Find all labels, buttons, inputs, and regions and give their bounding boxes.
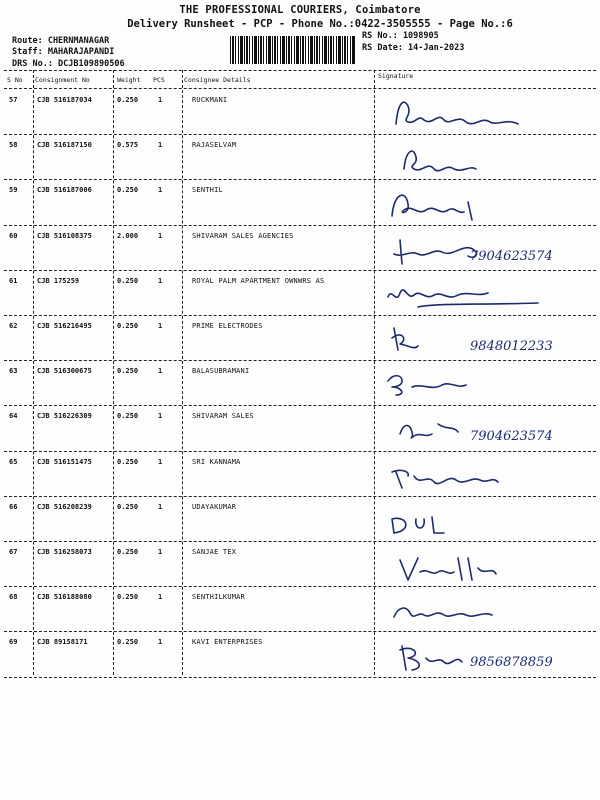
handwritten-signature — [378, 139, 593, 179]
row-divider — [4, 677, 596, 678]
table-top-rule — [4, 70, 596, 71]
handwritten-signature — [378, 546, 593, 586]
row-pieces: 1 — [158, 593, 163, 602]
row-weight: 0.250 — [117, 593, 139, 602]
row-consignee: SENTHILKUMAR — [192, 593, 245, 602]
handwritten-signature — [378, 184, 593, 224]
handwritten-signature — [378, 320, 593, 360]
row-pieces: 1 — [158, 231, 163, 240]
handwritten-signature — [378, 365, 593, 405]
col-pcs-header: PCS — [153, 76, 165, 84]
row-serial-number: 63 — [9, 367, 18, 376]
handwritten-signature — [378, 410, 593, 450]
signature-phone-number: 7904623574 — [470, 429, 553, 445]
row-weight: 0.250 — [117, 367, 139, 376]
row-serial-number: 59 — [9, 186, 18, 195]
row-weight: 0.250 — [117, 276, 139, 285]
row-serial-number: 65 — [9, 457, 18, 466]
handwritten-signature — [378, 94, 593, 134]
row-pieces: 1 — [158, 367, 163, 376]
row-weight: 2.000 — [117, 231, 139, 240]
row-weight: 0.250 — [117, 186, 139, 195]
col-signature-header: Signature — [378, 72, 414, 80]
row-pieces: 1 — [158, 548, 163, 556]
handwritten-signature — [378, 501, 593, 541]
row-weight: 0.250 — [117, 457, 139, 466]
row-consignee: RUCKMANI — [192, 96, 228, 104]
row-consignment-number: CJB 516188080 — [37, 593, 92, 602]
table-row — [0, 497, 600, 542]
row-weight: 0.250 — [117, 96, 139, 104]
row-consignment-number: CJB 516300675 — [37, 367, 92, 376]
staff-label: Staff: MAHARAJAPANDI — [12, 47, 115, 57]
row-serial-number: 58 — [9, 141, 18, 150]
table-row — [0, 587, 600, 632]
row-consignee: SRI KANNAMA — [192, 457, 241, 466]
row-consignee: BALASUBRAMANI — [192, 367, 250, 376]
row-consignee: KAVI ENTERPRISES — [192, 638, 263, 647]
row-serial-number: 61 — [9, 276, 18, 285]
row-pieces: 1 — [158, 502, 163, 511]
row-serial-number: 67 — [9, 548, 18, 556]
handwritten-signature — [378, 636, 593, 676]
col-consignee-header: Consignee Details — [184, 76, 251, 84]
row-consignee: SHIVARAM SALES AGENCIES — [192, 231, 294, 240]
row-serial-number: 68 — [9, 593, 18, 602]
row-pieces: 1 — [158, 141, 163, 150]
row-pieces: 1 — [158, 638, 163, 647]
signature-phone-number: 7904623574 — [470, 248, 553, 264]
col-weight-header: Weight — [117, 76, 141, 84]
row-serial-number: 57 — [9, 96, 18, 104]
row-pieces: 1 — [158, 96, 163, 104]
row-consignee: UDAYAKUMAR — [192, 502, 237, 511]
row-serial-number: 66 — [9, 502, 18, 511]
rs-number: RS No.: 1098905 — [362, 31, 439, 41]
row-consignment-number: CJB 516187150 — [37, 141, 92, 150]
row-serial-number: 60 — [9, 231, 18, 240]
row-consignment-number: CJB 516226309 — [37, 412, 92, 421]
signature-phone-number: 9856878859 — [470, 655, 553, 671]
row-consignment-number: CJB 516258073 — [37, 548, 92, 556]
table-row — [0, 226, 600, 271]
runsheet-subtitle: Delivery Runsheet - PCP - Phone No.:0422-3505555 - Page No.:6 — [127, 18, 513, 30]
row-consignment-number: CJB 89158171 — [37, 638, 88, 647]
row-weight: 0.575 — [117, 141, 139, 150]
signature-phone-number: 9848012233 — [470, 339, 553, 354]
col-sno-header: S No — [7, 76, 23, 84]
row-pieces: 1 — [158, 186, 163, 195]
row-consignee: SHIVARAM SALES — [192, 412, 254, 421]
table-row — [0, 180, 600, 225]
table-row — [0, 316, 600, 361]
handwritten-signature — [378, 456, 593, 496]
row-serial-number: 69 — [9, 638, 18, 647]
table-row — [0, 361, 600, 406]
row-weight: 0.250 — [117, 548, 139, 556]
table-row — [0, 406, 600, 451]
company-title: THE PROFESSIONAL COURIERS, Coimbatore — [179, 4, 421, 16]
row-serial-number: 62 — [9, 322, 18, 330]
row-consignee: SANJAE TEX — [192, 548, 237, 556]
handwritten-signature — [378, 230, 593, 270]
row-consignee: ROYAL PALM APARTMENT OWNWRS AS — [192, 276, 325, 285]
row-pieces: 1 — [158, 276, 163, 285]
row-consignment-number: CJB 516208239 — [37, 502, 92, 511]
row-consignment-number: CJB 516151475 — [37, 457, 92, 466]
row-consignment-number: CJB 516187034 — [37, 96, 92, 104]
table-row — [0, 90, 600, 135]
row-pieces: 1 — [158, 322, 163, 330]
row-consignment-number: CJB 516187006 — [37, 186, 92, 195]
row-consignee: RAJASELVAM — [192, 141, 237, 150]
row-consignment-number: CJB 516216495 — [37, 322, 92, 330]
row-consignment-number: CJB 516108375 — [37, 231, 92, 240]
row-consignee: PRIME ELECTRODES — [192, 322, 263, 330]
barcode-image — [230, 36, 356, 64]
table-row — [0, 542, 600, 587]
table-header-rule — [4, 88, 596, 89]
row-weight: 0.250 — [117, 638, 139, 647]
table-row — [0, 271, 600, 316]
row-consignee: SENTHIL — [192, 186, 223, 195]
row-pieces: 1 — [158, 457, 163, 466]
row-serial-number: 64 — [9, 412, 18, 421]
handwritten-signature — [378, 591, 593, 631]
row-weight: 0.250 — [117, 502, 139, 511]
table-row — [0, 135, 600, 180]
drs-number: DRS No.: DCJB109890506 — [12, 59, 125, 69]
table-row — [0, 632, 600, 677]
row-pieces: 1 — [158, 412, 163, 421]
row-consignment-number: CJB 175259 — [37, 276, 80, 285]
row-weight: 0.250 — [117, 322, 139, 330]
table-row — [0, 452, 600, 497]
rs-date: RS Date: 14-Jan-2023 — [362, 43, 465, 53]
col-consignment-header: Consignment No — [35, 76, 90, 84]
row-weight: 0.250 — [117, 412, 139, 421]
handwritten-signature — [378, 275, 593, 315]
route-label: Route: CHERNMANAGAR — [12, 36, 110, 46]
